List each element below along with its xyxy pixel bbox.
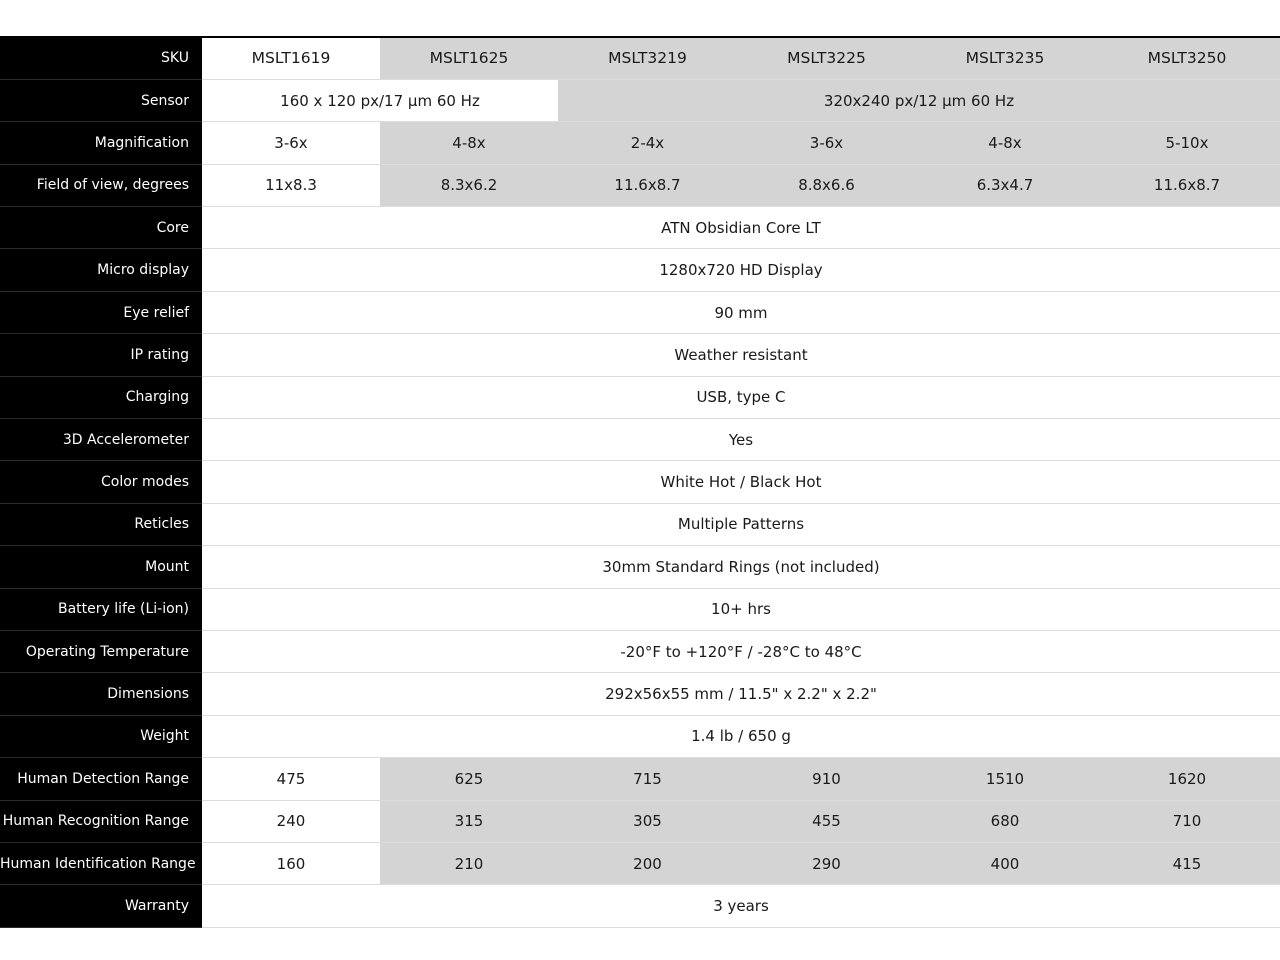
spec-cell: 210 bbox=[380, 842, 558, 884]
row-label: Human Recognition Range bbox=[0, 800, 202, 842]
row-label: Core bbox=[0, 207, 202, 249]
spec-cell: 910 bbox=[737, 758, 916, 800]
warranty-row bbox=[0, 885, 1280, 927]
spec-cell: 160 x 120 px/17 µm 60 Hz bbox=[202, 79, 558, 121]
eye-relief-row bbox=[0, 291, 1280, 333]
row-label: Mount bbox=[0, 546, 202, 588]
spec-cell: 8.3x6.2 bbox=[380, 164, 558, 206]
row-label: Field of view, degrees bbox=[0, 164, 202, 206]
row-label: Reticles bbox=[0, 503, 202, 545]
row-label: Warranty bbox=[0, 885, 202, 927]
spec-cell: -20°F to +120°F / -28°C to 48°C bbox=[202, 630, 1280, 672]
spec-cell: 11x8.3 bbox=[202, 164, 380, 206]
ip-rating-row bbox=[0, 334, 1280, 376]
spec-cell: Yes bbox=[202, 419, 1280, 461]
spec-cell: 240 bbox=[202, 800, 380, 842]
spec-cell: 625 bbox=[380, 758, 558, 800]
operating-temperature-row bbox=[0, 630, 1280, 672]
row-label: Operating Temperature bbox=[0, 630, 202, 672]
spec-cell: 315 bbox=[380, 800, 558, 842]
spec-cell: 11.6x8.7 bbox=[558, 164, 737, 206]
spec-cell: 415 bbox=[1094, 842, 1280, 884]
spec-cell: 715 bbox=[558, 758, 737, 800]
spec-cell: USB, type C bbox=[202, 376, 1280, 418]
dimensions-row bbox=[0, 673, 1280, 715]
battery-life-row bbox=[0, 588, 1280, 630]
row-label: Sensor bbox=[0, 79, 202, 121]
row-label: Dimensions bbox=[0, 673, 202, 715]
row-label: SKU bbox=[0, 37, 202, 79]
spec-cell: 1510 bbox=[916, 758, 1094, 800]
spec-cell: 680 bbox=[916, 800, 1094, 842]
spec-cell: 8.8x6.6 bbox=[737, 164, 916, 206]
sku-cell: MSLT3250 bbox=[1094, 37, 1280, 79]
spec-cell: 475 bbox=[202, 758, 380, 800]
spec-cell: 3-6x bbox=[737, 122, 916, 164]
spec-cell: 2-4x bbox=[558, 122, 737, 164]
sku-cell: MSLT3235 bbox=[916, 37, 1094, 79]
spec-cell: 1620 bbox=[1094, 758, 1280, 800]
row-label: IP rating bbox=[0, 334, 202, 376]
spec-cell: 4-8x bbox=[916, 122, 1094, 164]
row-label: Human Identification Range bbox=[0, 842, 202, 884]
human-recognition-row bbox=[0, 800, 1280, 842]
spec-cell: 90 mm bbox=[202, 291, 1280, 333]
spec-cell: 3 years bbox=[202, 885, 1280, 927]
weight-row bbox=[0, 715, 1280, 757]
sku-cell: MSLT1619 bbox=[202, 37, 380, 79]
spec-cell: 160 bbox=[202, 842, 380, 884]
spec-cell: 710 bbox=[1094, 800, 1280, 842]
spec-cell: 4-8x bbox=[380, 122, 558, 164]
row-label: Magnification bbox=[0, 122, 202, 164]
row-label: Battery life (Li-ion) bbox=[0, 588, 202, 630]
spec-cell: 10+ hrs bbox=[202, 588, 1280, 630]
accelerometer-row bbox=[0, 419, 1280, 461]
spec-cell: White Hot / Black Hot bbox=[202, 461, 1280, 503]
field-of-view-row bbox=[0, 164, 1280, 206]
sku-cell: MSLT1625 bbox=[380, 37, 558, 79]
mount-row bbox=[0, 546, 1280, 588]
row-label: Color modes bbox=[0, 461, 202, 503]
row-label: Weight bbox=[0, 715, 202, 757]
spec-cell: 400 bbox=[916, 842, 1094, 884]
spec-cell: 292x56x55 mm / 11.5" x 2.2" x 2.2" bbox=[202, 673, 1280, 715]
spec-cell: ATN Obsidian Core LT bbox=[202, 207, 1280, 249]
spec-cell: 320x240 px/12 µm 60 Hz bbox=[558, 79, 1280, 121]
spec-cell: 290 bbox=[737, 842, 916, 884]
row-label: Charging bbox=[0, 376, 202, 418]
row-label: Eye relief bbox=[0, 291, 202, 333]
charging-row bbox=[0, 376, 1280, 418]
row-label: Human Detection Range bbox=[0, 758, 202, 800]
sku-row bbox=[0, 37, 1280, 79]
spec-cell: 5-10x bbox=[1094, 122, 1280, 164]
human-identification-row bbox=[0, 842, 1280, 884]
spec-cell: 3-6x bbox=[202, 122, 380, 164]
reticles-row bbox=[0, 503, 1280, 545]
human-detection-row bbox=[0, 758, 1280, 800]
spec-cell: 1.4 lb / 650 g bbox=[202, 715, 1280, 757]
sku-cell: MSLT3219 bbox=[558, 37, 737, 79]
micro-display-row bbox=[0, 249, 1280, 291]
spec-cell: 11.6x8.7 bbox=[1094, 164, 1280, 206]
row-label: 3D Accelerometer bbox=[0, 419, 202, 461]
spec-cell: 30mm Standard Rings (not included) bbox=[202, 546, 1280, 588]
spec-cell: Weather resistant bbox=[202, 334, 1280, 376]
spec-cell: Multiple Patterns bbox=[202, 503, 1280, 545]
spec-cell: 200 bbox=[558, 842, 737, 884]
sensor-row bbox=[0, 79, 1280, 121]
color-modes-row bbox=[0, 461, 1280, 503]
specifications-table bbox=[0, 36, 1280, 928]
spec-cell: 455 bbox=[737, 800, 916, 842]
spec-cell: 1280x720 HD Display bbox=[202, 249, 1280, 291]
row-label: Micro display bbox=[0, 249, 202, 291]
spec-cell: 6.3x4.7 bbox=[916, 164, 1094, 206]
spec-cell: 305 bbox=[558, 800, 737, 842]
sku-cell: MSLT3225 bbox=[737, 37, 916, 79]
magnification-row bbox=[0, 122, 1280, 164]
core-row bbox=[0, 207, 1280, 249]
